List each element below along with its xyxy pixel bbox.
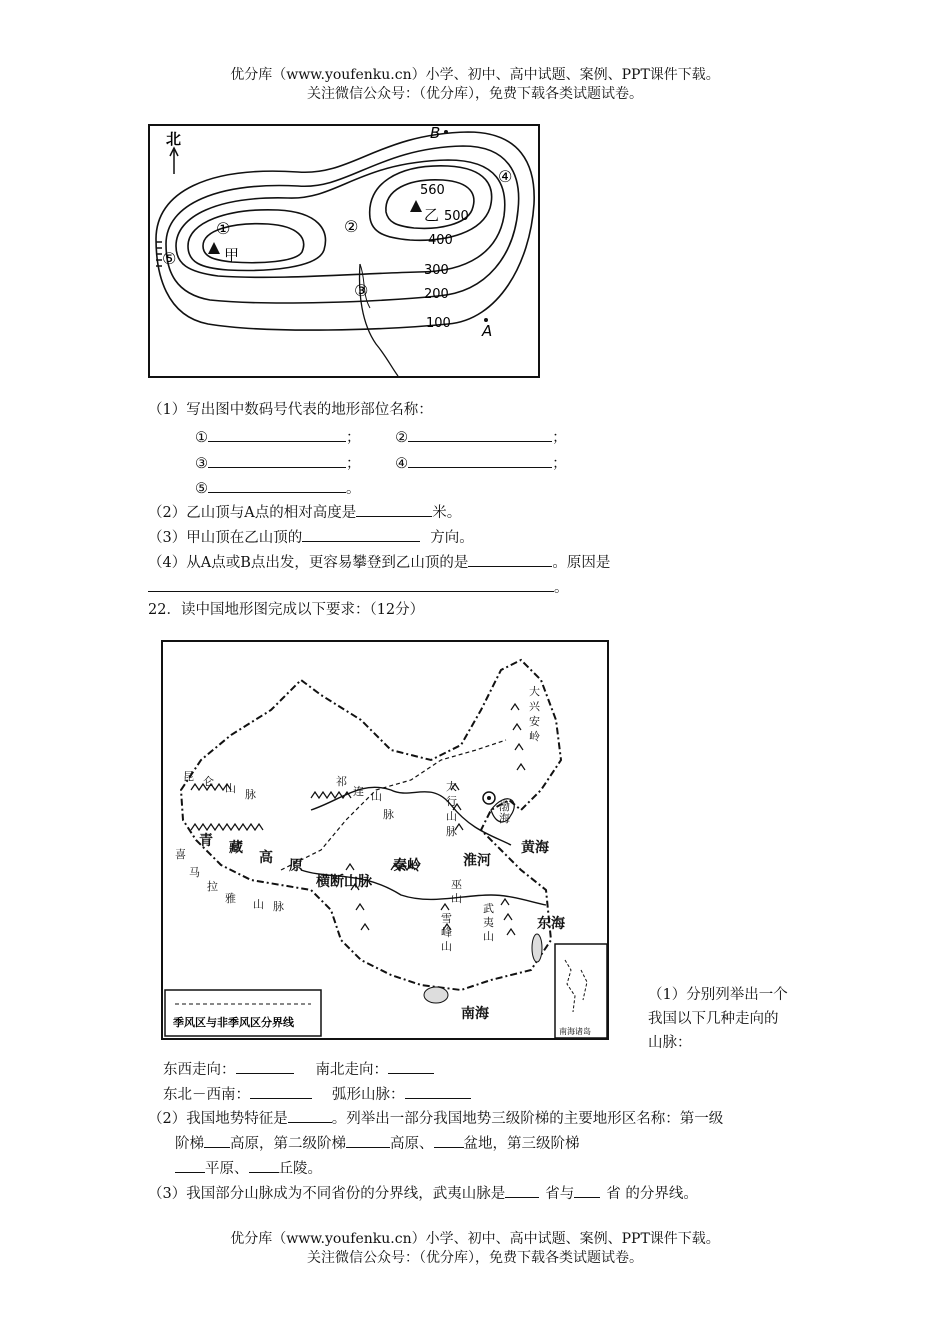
q22-p2-h: 丘陵。 [278,1161,322,1177]
peak-yi-label: 乙 [424,206,440,224]
label-xing: 兴 [529,700,540,713]
label-yuan: 原 [289,858,303,874]
label-da: 大 [529,685,540,698]
label-xing-taihang: 行 [446,795,457,808]
q22-blank-nesw[interactable] [250,1083,312,1099]
point-5: ⑤ [162,249,177,268]
point-1: ① [216,219,231,238]
q22-blank-step3-plain[interactable] [175,1157,205,1173]
q22-p2-a: （2）我国地势特征是 [148,1111,288,1127]
label-nanhai-islands: 南海诸岛 [559,1027,591,1036]
q22-p2-g: 平原、 [205,1161,249,1177]
q22-part1-side [648,983,788,1055]
q21-blank-reason[interactable] [148,576,554,592]
label-feng: 峰 [441,926,452,939]
q21-p3-text: （3）甲山顶在乙山顶的 [148,530,303,546]
label-kunlun-shan: 山 [225,782,236,795]
q22-p1-line2: 我国以下几种走向的 [648,1011,779,1027]
q21-p4-reason: 。原因是 [552,555,611,571]
label-ling: 岭 [529,730,540,743]
q22-blank-province2[interactable] [574,1182,600,1198]
q22-part2-line2 [175,1132,580,1154]
label-huanghai: 黄海 [521,840,549,856]
header-line-2: 关注微信公众号：（优分库），免费下载各类试题试卷。 [307,86,643,102]
label-hai: 海 [499,812,510,825]
q21-blank-direction[interactable] [302,526,420,542]
label-qing: 青 [199,833,213,849]
q21-n4: ④ [395,456,409,472]
label-taihang-mai: 脉 [446,825,457,838]
label-200: 200 [424,287,449,302]
q21-part3 [148,526,474,548]
q22-ns-label: 南北走向： [315,1062,388,1078]
q21-p4-text: （4）从A点或B点出发，更容易攀登到乙山顶的是 [148,555,469,571]
q22-p1-line1: （1）分别列举出一个 [648,987,788,1003]
marker-a-label: A [482,322,493,340]
q22-title: 22．读中国地形图完成以下要求：（12分） [148,602,425,618]
q21-row3 [195,477,361,499]
q21-semi-3: ； [346,456,361,472]
q21-p4-end: 。 [554,580,569,596]
q22-blank-step1[interactable] [204,1132,230,1148]
q21-n3: ③ [195,456,208,472]
footer-line-2: 关注微信公众号：（优分库），免费下载各类试题试卷。 [307,1250,643,1266]
label-zang: 藏 [229,840,243,856]
peak-jia-label: 甲 [224,246,240,264]
label-donghai: 东海 [537,916,565,932]
q21-p2-unit: 米。 [432,505,462,521]
label-nanhai: 南海 [461,1006,489,1022]
label-himalaya-mai: 脉 [273,900,284,913]
label-kun: 昆 [183,770,194,783]
marker-b-dot [444,130,448,134]
q22-part2-line1 [148,1107,723,1129]
q22-nesw-label: 东北－西南： [163,1087,250,1103]
q22-p3-c: 省 的分界线。 [606,1186,698,1202]
q21-part1: （1）写出图中数码号代表的地形部位名称： [148,402,433,418]
q21-semi-2: ； [552,430,567,446]
q22-row-ne-arc [163,1083,471,1105]
label-qi: 祁 [336,775,347,788]
legend-label: 季风区与非季风区分界线 [173,1016,294,1029]
q21-part4 [148,551,610,573]
label-qinling: 秦岭 [393,858,421,874]
q21-part2 [148,501,461,523]
label-hengduan: 横断山脉 [316,874,372,890]
label-gao: 高 [259,850,273,866]
q22-p3-b: 省与 [545,1186,575,1202]
taiwan-island [532,934,542,962]
label-wushan-shan: 山 [451,892,462,905]
q22-blank-step3-hills[interactable] [249,1157,279,1173]
label-xuefeng-shan: 山 [441,940,452,953]
label-qilian-mai: 脉 [383,808,394,821]
point-4: ④ [498,167,513,186]
q21-semi-1: ； [346,430,361,446]
q21-n2: ② [395,430,409,446]
label-himalaya-shan: 山 [253,898,264,911]
label-ya: 雅 [225,892,236,905]
q21-blank-easier[interactable] [468,551,552,567]
q22-p3-a: （3）我国部分山脉成为不同省份的分界线，武夷山脉是 [148,1186,506,1202]
contour-map [148,124,540,378]
label-100: 100 [426,316,451,331]
label-bo: 渤 [499,800,510,813]
label-kunlun-mai: 脉 [245,788,256,801]
label-huaihe: 淮河 [463,853,491,869]
label-500: 500 [444,209,469,224]
q22-blank-province1[interactable] [505,1182,539,1198]
label-ma: 马 [189,866,200,879]
q21-blank-1[interactable] [208,426,346,442]
label-xue: 雪 [441,912,452,925]
q21-row2 [195,452,567,474]
point-2: ② [344,217,359,236]
label-la: 拉 [207,880,218,893]
q22-p2-f: 盆地，第三级阶梯 [463,1136,580,1152]
q22-part2-line3 [175,1157,322,1179]
label-an: 安 [529,715,540,728]
q21-period: 。 [346,481,361,497]
q22-p2-b: 。列举出一部分我国地势三级阶梯的主要地形区名称：第一级 [331,1111,724,1127]
label-taihang-shan: 山 [446,810,457,823]
q22-p2-c: 阶梯 [175,1136,204,1152]
q22-p1-line3: 山脉： [648,1035,692,1051]
label-wu-yi: 武 [483,902,494,915]
q21-blank-4[interactable] [408,452,552,468]
marker-b-label: B [430,124,441,142]
north-label: 北 [166,130,182,148]
label-lian: 连 [353,785,364,798]
label-yi: 夷 [483,916,494,929]
q21-p3-end: 方向。 [430,530,474,546]
q22-blank-step2-plateau[interactable] [346,1132,390,1148]
label-wuyi-shan: 山 [483,930,494,943]
legend-box [165,990,321,1036]
hainan-island [424,987,448,1003]
q21-blank-3[interactable] [208,452,346,468]
header-line-1: 优分库（www.youfenku.cn）小学、初中、高中试题、案例、PPT课件下载。 [230,67,720,83]
q22-blank-ns[interactable] [388,1058,434,1074]
q21-blank-5[interactable] [208,477,346,493]
q22-p2-d: 高原，第二级阶梯 [230,1136,346,1152]
q21-n1: ① [195,430,208,446]
q22-blank-terrain[interactable] [288,1107,332,1123]
nanhai-inset [555,944,607,1038]
q22-blank-arc[interactable] [405,1083,471,1099]
q21-blank-height[interactable] [356,501,432,517]
label-tai: 太 [446,780,457,793]
label-wu: 巫 [451,878,462,891]
q22-p2-e: 高原、 [390,1136,434,1152]
label-qilian-shan: 山 [371,790,382,803]
q21-semi-4: ； [552,456,567,472]
q21-row1 [195,426,567,448]
label-300: 300 [424,263,449,278]
elev-560: 560 [420,183,445,198]
label-lun: 仑 [203,775,214,788]
q22-row-ew-ns [163,1058,434,1080]
point-3: ③ [354,281,369,300]
label-xi: 喜 [175,848,186,861]
q21-n5: ⑤ [195,481,208,497]
q22-arc-label: 弧形山脉： [332,1087,405,1103]
q22-blank-step2-basin[interactable] [434,1132,464,1148]
q22-ew-label: 东西走向： [163,1062,236,1078]
q21-part4-line [148,576,569,598]
q21-blank-2[interactable] [408,426,552,442]
label-400: 400 [428,233,453,248]
q21-p2-text: （2）乙山顶与A点的相对高度是 [148,505,357,521]
footer-line-1: 优分库（www.youfenku.cn）小学、初中、高中试题、案例、PPT课件下载。 [230,1231,720,1247]
china-terrain-map [161,640,609,1040]
q22-blank-ew[interactable] [236,1058,294,1074]
q22-part3 [148,1182,698,1204]
